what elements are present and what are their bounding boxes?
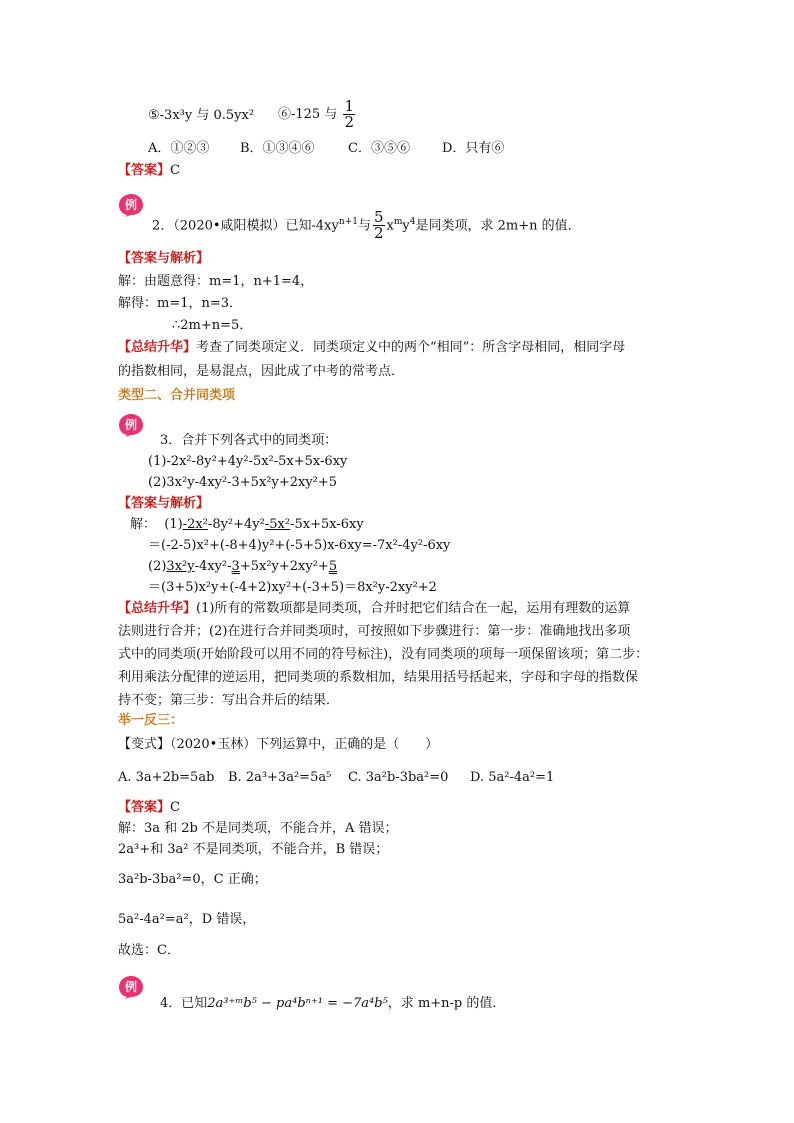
variant-title: 【变式】（2020•玉林）下列运算中，正确的是（ ） bbox=[118, 737, 439, 752]
ex2-exp: n+1 bbox=[338, 217, 358, 227]
variant-solution-3: 3a²b-3ba²=0，C 正确； bbox=[118, 872, 267, 887]
variant-solution-5: 故选：C． bbox=[118, 943, 180, 958]
ex2-prefix: 2．（2020•咸阳模拟）已知-4xy bbox=[152, 218, 339, 234]
ex3-r3a: (2) bbox=[148, 559, 167, 574]
option-line-6 bbox=[278, 97, 357, 133]
answer-row-1 bbox=[118, 162, 180, 180]
variant-choice-c: C. 3a²b-3ba²=0 bbox=[348, 770, 449, 785]
ex3-solution-2: ＝(-2-5)x²+(-8+4)y²+(-5+5)x-6xy=-7x²-4y²-6xy bbox=[148, 538, 451, 553]
ex2-y: y bbox=[402, 218, 410, 234]
ex3-summary-label: 【总结升华】 bbox=[118, 601, 197, 616]
example-badge-text: 例 bbox=[124, 980, 138, 994]
ex2-summary-text-1: 考查了同类项定义．同类项定义中的两个“相同”：所含字母相同，相同字母 bbox=[196, 340, 626, 355]
section-heading-type-2: 类型二、合并同类项 bbox=[118, 388, 236, 403]
choice-c: C．③⑤⑥ bbox=[348, 141, 410, 156]
variant-solution-4: 5a²-4a²=a²，D 错误， bbox=[118, 912, 256, 927]
ex3-title: 3．合并下列各式中的同类项： bbox=[160, 433, 338, 448]
ex3-summary-text-1: (1)所有的常数项都是同类项，合并时把它们结合在一起，运用有理数的运算 bbox=[196, 601, 631, 616]
ex2-analysis-label: 【答案与解析】 bbox=[118, 251, 210, 266]
ex3-problem-1: (1)-2x²-8y²+4y²-5x²-5x+5x-6xy bbox=[148, 454, 348, 469]
variant-choice-a: A. 3a+2b=5ab bbox=[118, 770, 215, 785]
ex3-summary-3: 式中的同类项(开始阶段可以用不同的符号标注)，没有同类项的项每一项保留该项；第二步： bbox=[118, 647, 649, 662]
example-badge-icon bbox=[118, 193, 144, 217]
fraction-denominator: 2 bbox=[344, 113, 355, 131]
ex2-fraction bbox=[373, 210, 385, 241]
ex2-summary-label: 【总结升华】 bbox=[118, 340, 197, 355]
answer-value: C bbox=[170, 163, 180, 178]
ex2-summary-1 bbox=[118, 339, 625, 357]
ex3-summary-1 bbox=[118, 600, 630, 618]
variant-choice-d: D. 5a²-4a²=1 bbox=[470, 770, 555, 785]
ex3-analysis-label: 【答案与解析】 bbox=[118, 496, 210, 511]
example-2-question bbox=[152, 204, 581, 244]
choice-b: B．①③④⑥ bbox=[240, 141, 315, 156]
ex3-solution-3 bbox=[148, 558, 337, 576]
ex3-summary-5: 持不变；第三步：写出合并后的结果． bbox=[118, 693, 340, 708]
ex2-xm: m bbox=[393, 217, 403, 227]
option-line-5: ⑤-3x³y 与 0.5yx² bbox=[148, 108, 255, 123]
ex2-solution-1: 解：由题意得：m=1，n+1=4， bbox=[118, 274, 314, 289]
ex3-r1c: -5x+5x-6xy bbox=[290, 517, 364, 532]
variant-answer-label: 【答案】 bbox=[118, 800, 171, 815]
ex3-r1a: (1) bbox=[164, 517, 183, 532]
variant-answer-value: C bbox=[170, 800, 180, 815]
ex3-r3-underlined-3: 5 bbox=[328, 559, 338, 574]
variant-answer bbox=[118, 799, 180, 817]
ex3-summary-4: 利用乘法分配律的逆运用，把同类项的系数相加，结果用括号括起来，字母和字母的指数保 bbox=[118, 670, 639, 685]
ex2-y4: 4 bbox=[409, 217, 416, 227]
ex3-r3b: -4xy²- bbox=[194, 559, 232, 574]
ex3-solution-1 bbox=[130, 516, 364, 534]
ex4-formula: 2a³⁺ᵐb⁵ − pa⁴bⁿ⁺¹ = −7a⁴b⁵ bbox=[207, 996, 388, 1011]
ex2-frac-den: 2 bbox=[373, 224, 384, 243]
ex3-problem-2: (2)3x²y-4xy²-3+5x²y+2xy²+5 bbox=[148, 475, 338, 490]
example-badge-text: 例 bbox=[124, 198, 138, 212]
ex2-mid: 与 bbox=[357, 218, 371, 234]
ex4-question bbox=[160, 995, 505, 1013]
ex3-r1-underlined-1: -2x² bbox=[182, 517, 208, 532]
ex3-r1b: -8y²+4y² bbox=[207, 517, 265, 532]
ex3-sol-prefix: 解： bbox=[130, 517, 157, 532]
variant-choice-b: B. 2a³+3a²=5a⁵ bbox=[228, 770, 332, 785]
ex2-solution-2: 解得：m=1，n=3． bbox=[118, 296, 243, 311]
ex3-r3-underlined-1: 3x²y bbox=[166, 559, 195, 574]
answer-label: 【答案】 bbox=[118, 163, 171, 178]
ex3-solution-4: ＝(3+5)x²y+(-4+2)xy²+(-3+5)＝8x²y-2xy²+2 bbox=[148, 580, 437, 595]
ex3-r1-underlined-2: -5x² bbox=[264, 517, 291, 532]
example-badge-text: 例 bbox=[124, 418, 138, 432]
ex3-r3c: +5x²y+2xy²+ bbox=[239, 559, 329, 574]
ex4-prefix: 4．已知 bbox=[160, 996, 208, 1011]
ex2-frac-num: 5 bbox=[373, 208, 384, 227]
ex3-r3-underlined-2: 3 bbox=[231, 559, 240, 574]
option-line-6-text: ⑥-125 与 bbox=[278, 107, 338, 122]
fraction-one-half bbox=[343, 99, 355, 130]
ex2-solution-3: ∴2m+n=5． bbox=[172, 318, 253, 333]
choice-a: A．①②③ bbox=[148, 141, 210, 156]
ex4-suffix: ，求 m+n-p 的值． bbox=[387, 996, 506, 1011]
section-heading-practice: 举一反三： bbox=[118, 713, 184, 728]
example-badge-icon bbox=[118, 413, 144, 437]
ex2-summary-2: 的指数相同，是易混点，因此成了中考的常考点． bbox=[118, 364, 405, 379]
variant-solution-1: 解：3a 和 2b 不是同类项，不能合并，A 错误； bbox=[118, 821, 398, 836]
ex2-suffix: 是同类项，求 2m+n 的值． bbox=[415, 218, 581, 234]
variant-solution-2: 2a³+和 3a² 不是同类项，不能合并，B 错误； bbox=[118, 842, 389, 857]
ex3-summary-2: 法则进行合并；(2)在进行合并同类项时，可按照如下步骤进行：第一步：准确地找出多项 bbox=[118, 624, 631, 639]
example-badge-icon bbox=[118, 975, 144, 999]
choice-d: D．只有⑥ bbox=[442, 141, 505, 156]
ex2-x: x bbox=[386, 218, 394, 234]
fraction-numerator: 1 bbox=[344, 97, 355, 115]
